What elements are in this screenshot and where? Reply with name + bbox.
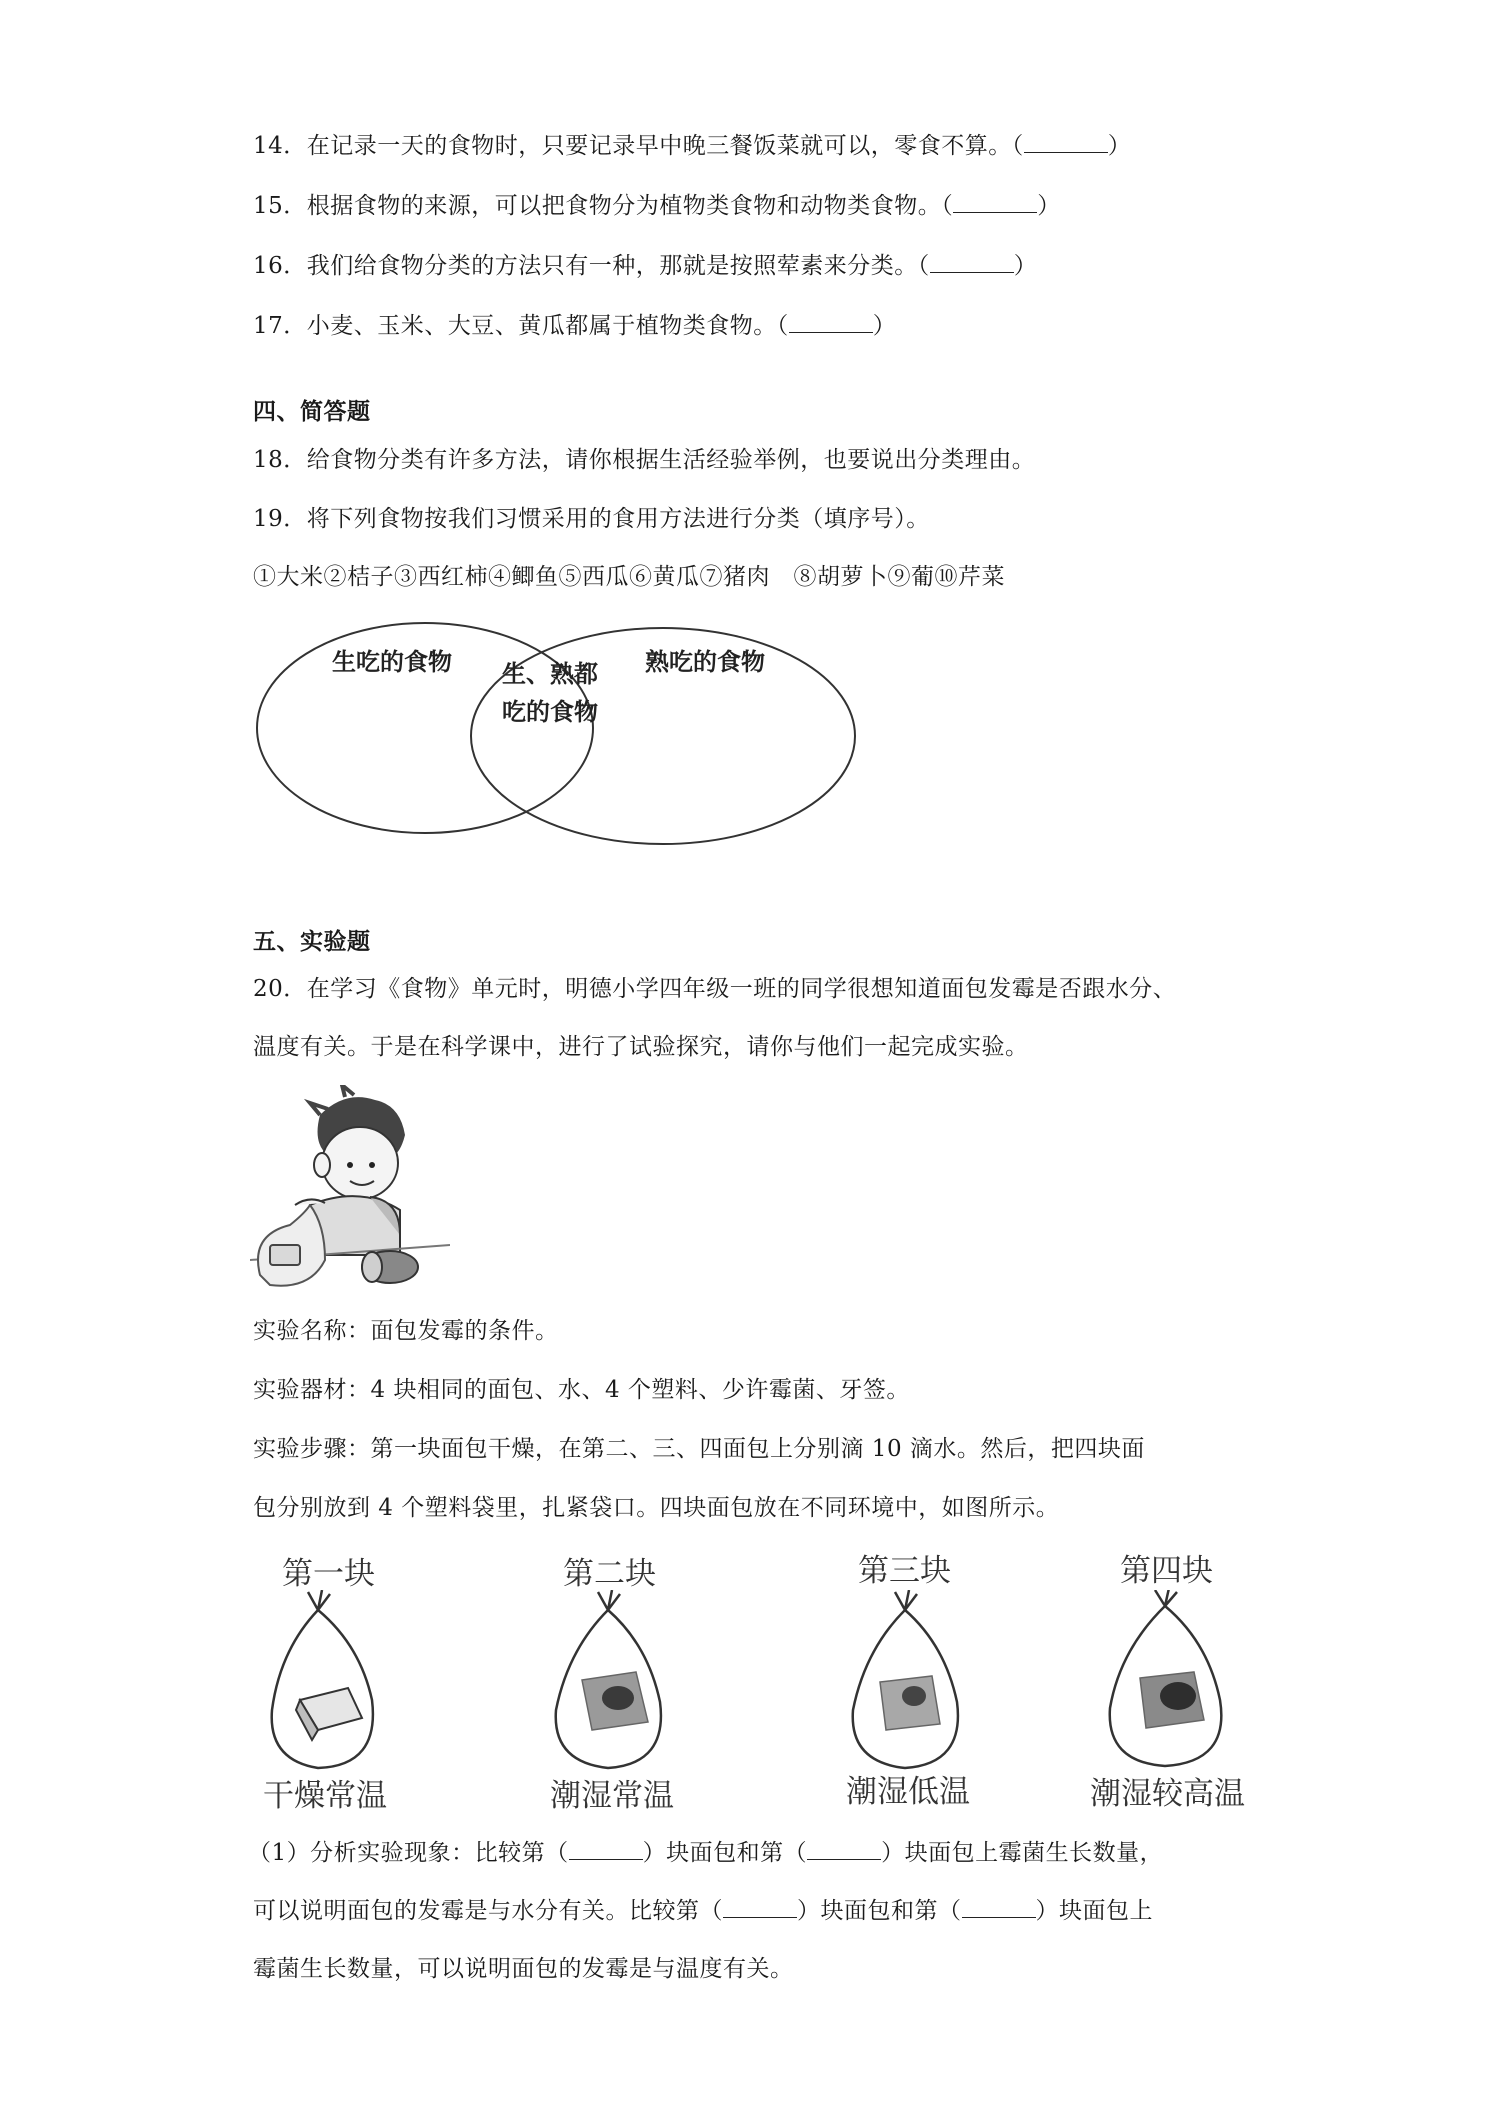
sub-question-1-part-e: ）块面包和第（ [797, 1898, 962, 1924]
sub-question-1-line2 [253, 1892, 1153, 1925]
venn-left-label: 生吃的食物 [332, 648, 452, 676]
question-19: 19．将下列食物按我们习惯采用的食用方法进行分类（填序号）。 [253, 506, 930, 532]
section-4-heading: 四、简答题 [253, 399, 371, 425]
sub-question-1-part-d: 可以说明面包的发霉是与水分有关。比较第（ [253, 1898, 723, 1924]
question-15-close: ） [1037, 193, 1061, 219]
bag-2-title: 第二块 [563, 1556, 656, 1592]
answer-blank-20-3[interactable] [723, 1897, 797, 1918]
question-15-text: 15．根据食物的来源，可以把食物分为植物类食物和动物类食物。（ [253, 193, 954, 219]
venn-right-label: 熟吃的食物 [645, 648, 765, 676]
bag-1 [272, 1590, 373, 1768]
question-17-text: 17．小麦、玉米、大豆、黄瓜都属于植物类食物。（ [253, 313, 789, 339]
question-17-close: ） [872, 313, 897, 339]
bread-dry [296, 1688, 362, 1740]
child-with-bread-illustration [250, 1085, 450, 1295]
question-20-line1: 20．在学习《食物》单元时，明德小学四年级一班的同学很想知道面包发霉是否跟水分、 [253, 976, 1177, 1002]
answer-blank-20-1[interactable] [569, 1839, 643, 1860]
bag-1-title: 第一块 [282, 1556, 375, 1592]
question-16-text: 16．我们给食物分类的方法只有一种，那就是按照荤素来分类。（ [253, 253, 930, 279]
food-list: ①大米②桔子③西红柿④鲫鱼⑤西瓜⑥黄瓜⑦猪肉 ⑧胡萝卜⑨葡⑩芹菜 [253, 564, 1005, 590]
section-5-heading: 五、实验题 [253, 929, 371, 955]
question-20-line2: 温度有关。于是在科学课中，进行了试验探究，请你与他们一起完成实验。 [253, 1034, 1029, 1060]
venn-diagram [0, 620, 1488, 860]
answer-blank-17[interactable] [789, 312, 873, 333]
bag-3-title: 第三块 [858, 1553, 951, 1589]
answer-blank-20-4[interactable] [962, 1897, 1036, 1918]
question-16 [253, 247, 1037, 280]
bag-2-condition: 潮湿常温 [550, 1778, 674, 1814]
bag-3-condition: 潮湿低温 [846, 1774, 970, 1810]
question-18: 18．给食物分类有许多方法，请你根据生活经验举例，也要说出分类理由。 [253, 447, 1036, 473]
experiment-materials: 实验器材：4 块相同的面包、水、4 个塑料、少许霉菌、牙签。 [253, 1377, 910, 1403]
answer-blank-20-2[interactable] [807, 1839, 881, 1860]
question-14-close: ） [1107, 133, 1132, 159]
answer-blank-14[interactable] [1024, 132, 1108, 153]
question-16-close: ） [1013, 253, 1038, 279]
sub-question-1-part-b: ）块面包和第（ [642, 1840, 808, 1866]
bag-4-title: 第四块 [1120, 1553, 1213, 1589]
question-17 [253, 307, 896, 340]
sub-question-1-part-f: ）块面包上 [1035, 1898, 1153, 1924]
sub-question-1-part-c: ）块面包上霉菌生长数量， [881, 1840, 1164, 1866]
bag-1-condition: 干燥常温 [263, 1778, 387, 1814]
bag-2 [556, 1590, 661, 1768]
sub-question-1-line3: 霉菌生长数量，可以说明面包的发霉是与温度有关。 [253, 1956, 794, 1982]
bags-figure [0, 1590, 1488, 1780]
venn-mid-label-line2: 吃的食物 [502, 698, 598, 726]
venn-mid-label-line1: 生、熟都 [502, 660, 598, 688]
bag-4-condition: 潮湿较高温 [1090, 1776, 1245, 1812]
bag-4 [1110, 1590, 1222, 1766]
question-14-text: 14．在记录一天的食物时，只要记录早中晚三餐饭菜就可以，零食不算。（ [253, 133, 1024, 159]
answer-blank-15[interactable] [953, 192, 1037, 213]
experiment-steps-line2: 包分别放到 4 个塑料袋里，扎紧袋口。四块面包放在不同环境中，如图所示。 [253, 1495, 1060, 1521]
answer-blank-16[interactable] [930, 252, 1014, 273]
experiment-steps-line1: 实验步骤：第一块面包干燥，在第二、三、四面包上分别滴 10 滴水。然后，把四块面 [253, 1436, 1145, 1462]
question-14 [253, 127, 1131, 160]
sub-question-1-part-a: （1）分析实验现象：比较第（ [248, 1840, 569, 1866]
sub-question-1-line1 [248, 1834, 1163, 1867]
experiment-name: 实验名称：面包发霉的条件。 [253, 1318, 559, 1344]
question-15 [253, 187, 1061, 220]
bag-3 [853, 1590, 958, 1768]
